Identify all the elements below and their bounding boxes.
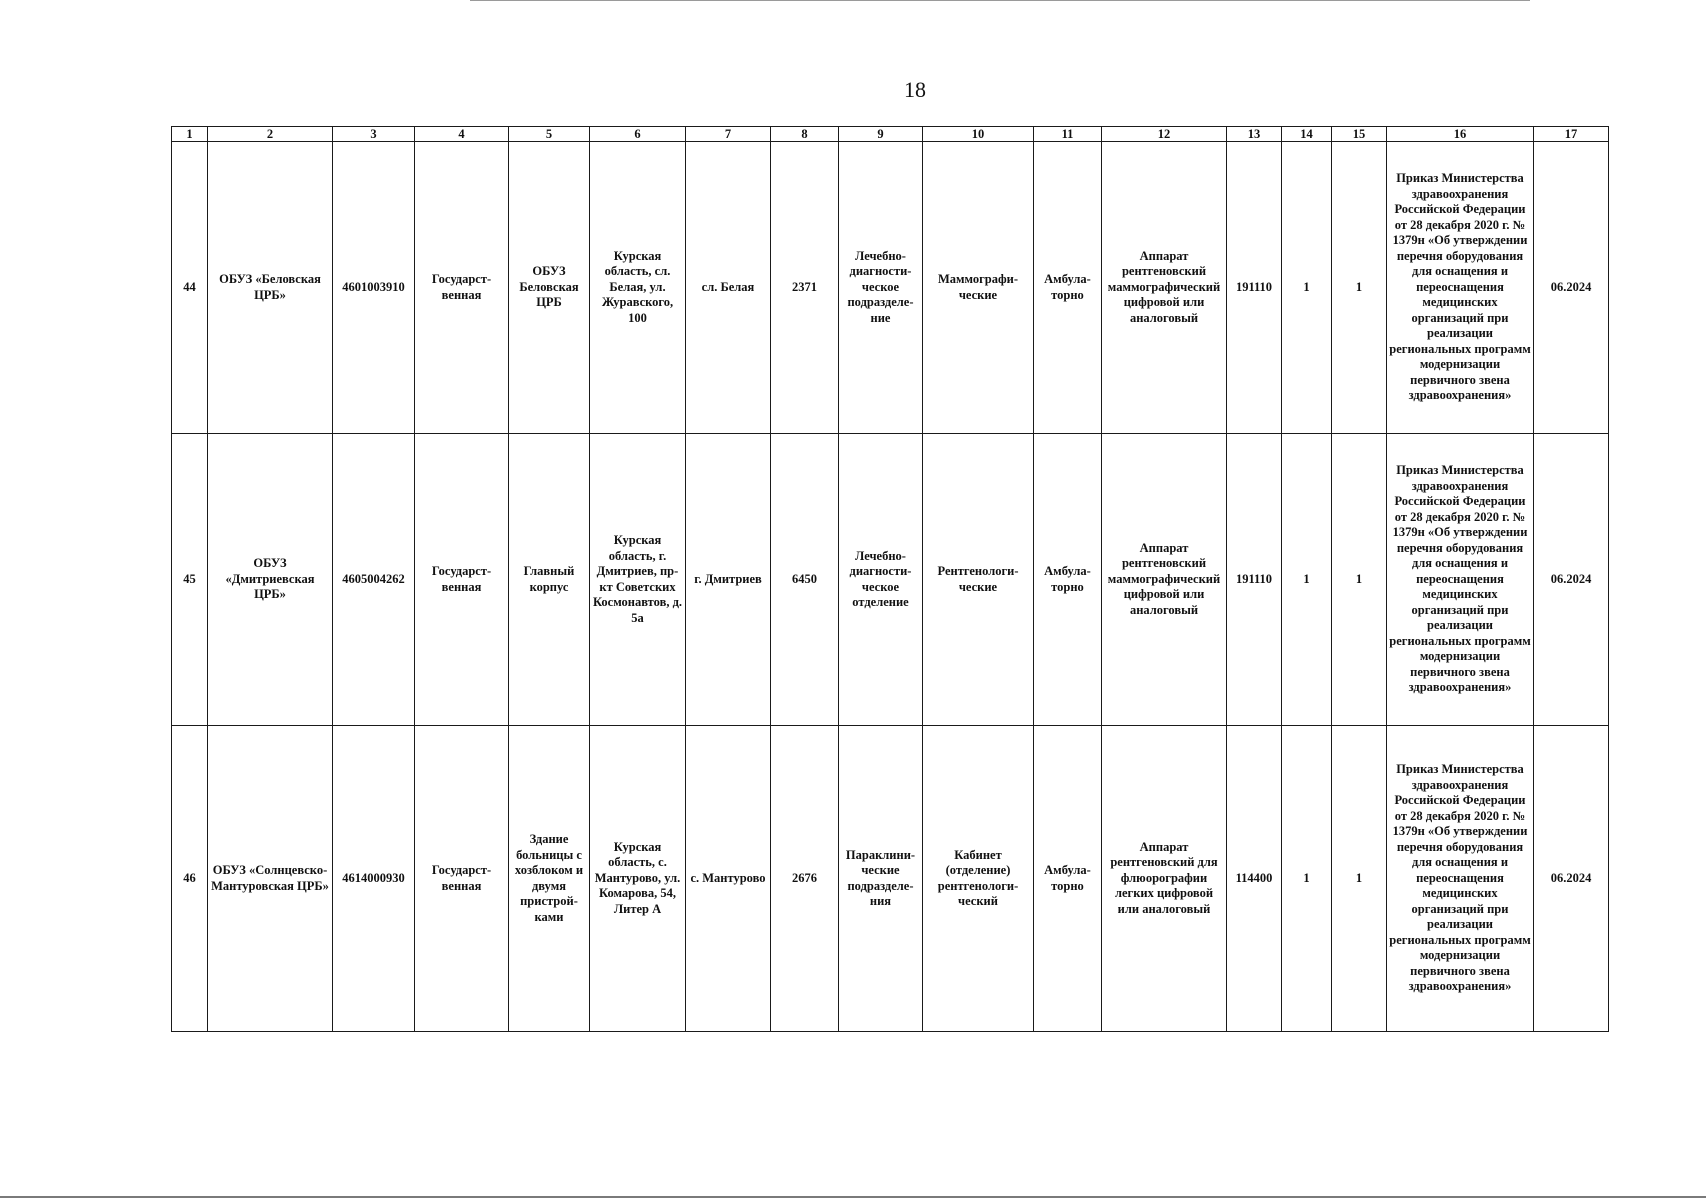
cell-regulation: Приказ Министерства здравоохранения Российской Федерации от 28 декабря 2020 г. № 1379н «Об утверждении перечня оборудования для оснащения и переоснащения медицинских организаций при реализации региональных программ модернизации первичного звена здравоохранения» <box>1387 434 1534 726</box>
cell-quantity: 1 <box>1282 142 1332 434</box>
cell-population: 2676 <box>771 726 839 1032</box>
col-header-11: 11 <box>1034 127 1102 142</box>
cell-equipment-code: 191110 <box>1227 434 1282 726</box>
col-header-4: 4 <box>415 127 509 142</box>
cell-inn: 4614000930 <box>333 726 415 1032</box>
col-header-8: 8 <box>771 127 839 142</box>
page-number: 18 <box>904 77 926 102</box>
cell-regulation: Приказ Министерства здравоохранения Российской Федерации от 28 декабря 2020 г. № 1379н «Об утверждении перечня оборудования для оснащения и переоснащения медицинских организаций при реализации региональных программ модернизации первичного звена здравоохранения» <box>1387 726 1534 1032</box>
header-row <box>172 127 1609 142</box>
cell-building: Главный корпус <box>509 434 590 726</box>
cell-date: 06.2024 <box>1534 434 1609 726</box>
cell-quantity-total: 1 <box>1332 726 1387 1032</box>
cell-care-mode: Амбула-торно <box>1034 142 1102 434</box>
table-row <box>172 142 1609 434</box>
col-header-5: 5 <box>509 127 590 142</box>
cell-ownership: Государст-венная <box>415 726 509 1032</box>
cell-quantity-total: 1 <box>1332 434 1387 726</box>
cell-subdivision: Лечебно-диагности-ческое отделение <box>839 434 923 726</box>
col-header-17: 17 <box>1534 127 1609 142</box>
cell-address: Курская область, г. Дмитриев, пр-кт Советских Космонавтов, д. 5а <box>590 434 686 726</box>
cell-subdivision: Лечебно-диагности-ческое подразделе-ние <box>839 142 923 434</box>
col-header-9: 9 <box>839 127 923 142</box>
cell-settlement: г. Дмитриев <box>686 434 771 726</box>
cell-address: Курская область, сл. Белая, ул. Журавского, 100 <box>590 142 686 434</box>
cell-profile: Рентгенологи-ческие <box>923 434 1034 726</box>
col-header-16: 16 <box>1387 127 1534 142</box>
cell-date: 06.2024 <box>1534 142 1609 434</box>
cell-row-number: 44 <box>172 142 208 434</box>
cell-equipment: Аппарат рентгеновский маммографический цифровой или аналоговый <box>1102 434 1227 726</box>
cell-ownership: Государст-венная <box>415 142 509 434</box>
cell-equipment: Аппарат рентгеновский маммографический цифровой или аналоговый <box>1102 142 1227 434</box>
cell-organization: ОБУЗ «Беловская ЦРБ» <box>208 142 333 434</box>
table-row <box>172 434 1609 726</box>
cell-building: Здание больницы с хозблоком и двумя пристрой-ками <box>509 726 590 1032</box>
cell-address: Курская область, с. Мантурово, ул. Комарова, 54, Литер А <box>590 726 686 1032</box>
cell-regulation: Приказ Министерства здравоохранения Российской Федерации от 28 декабря 2020 г. № 1379н «Об утверждении перечня оборудования для оснащения и переоснащения медицинских организаций при реализации региональных программ модернизации первичного звена здравоохранения» <box>1387 142 1534 434</box>
cell-row-number: 46 <box>172 726 208 1032</box>
cell-inn: 4605004262 <box>333 434 415 726</box>
cell-inn: 4601003910 <box>333 142 415 434</box>
equipment-table <box>171 126 1609 1032</box>
table-row <box>172 726 1609 1032</box>
cell-organization: ОБУЗ «Дмитриевская ЦРБ» <box>208 434 333 726</box>
cell-equipment: Аппарат рентгеновский для флюорографии легких цифровой или аналоговый <box>1102 726 1227 1032</box>
cell-settlement: с. Мантурово <box>686 726 771 1032</box>
cell-equipment-code: 114400 <box>1227 726 1282 1032</box>
col-header-1: 1 <box>172 127 208 142</box>
cell-settlement: сл. Белая <box>686 142 771 434</box>
cell-equipment-code: 191110 <box>1227 142 1282 434</box>
cell-row-number: 45 <box>172 434 208 726</box>
cell-date: 06.2024 <box>1534 726 1609 1032</box>
cell-quantity-total: 1 <box>1332 142 1387 434</box>
cell-profile: Маммографи-ческие <box>923 142 1034 434</box>
col-header-14: 14 <box>1282 127 1332 142</box>
col-header-3: 3 <box>333 127 415 142</box>
col-header-15: 15 <box>1332 127 1387 142</box>
cell-ownership: Государст-венная <box>415 434 509 726</box>
col-header-12: 12 <box>1102 127 1227 142</box>
cell-subdivision: Параклини-ческие подразделе-ния <box>839 726 923 1032</box>
col-header-7: 7 <box>686 127 771 142</box>
cell-population: 6450 <box>771 434 839 726</box>
cell-building: ОБУЗ Беловская ЦРБ <box>509 142 590 434</box>
col-header-10: 10 <box>923 127 1034 142</box>
cell-organization: ОБУЗ «Солнцевско-Мантуровская ЦРБ» <box>208 726 333 1032</box>
cell-quantity: 1 <box>1282 726 1332 1032</box>
cell-population: 2371 <box>771 142 839 434</box>
col-header-13: 13 <box>1227 127 1282 142</box>
cell-profile: Кабинет (отделение) рентгенологи-ческий <box>923 726 1034 1032</box>
cell-care-mode: Амбула-торно <box>1034 726 1102 1032</box>
col-header-6: 6 <box>590 127 686 142</box>
col-header-2: 2 <box>208 127 333 142</box>
cell-care-mode: Амбула-торно <box>1034 434 1102 726</box>
scan-edge-bottom <box>0 1196 1706 1198</box>
scan-edge-top <box>470 0 1530 1</box>
cell-quantity: 1 <box>1282 434 1332 726</box>
